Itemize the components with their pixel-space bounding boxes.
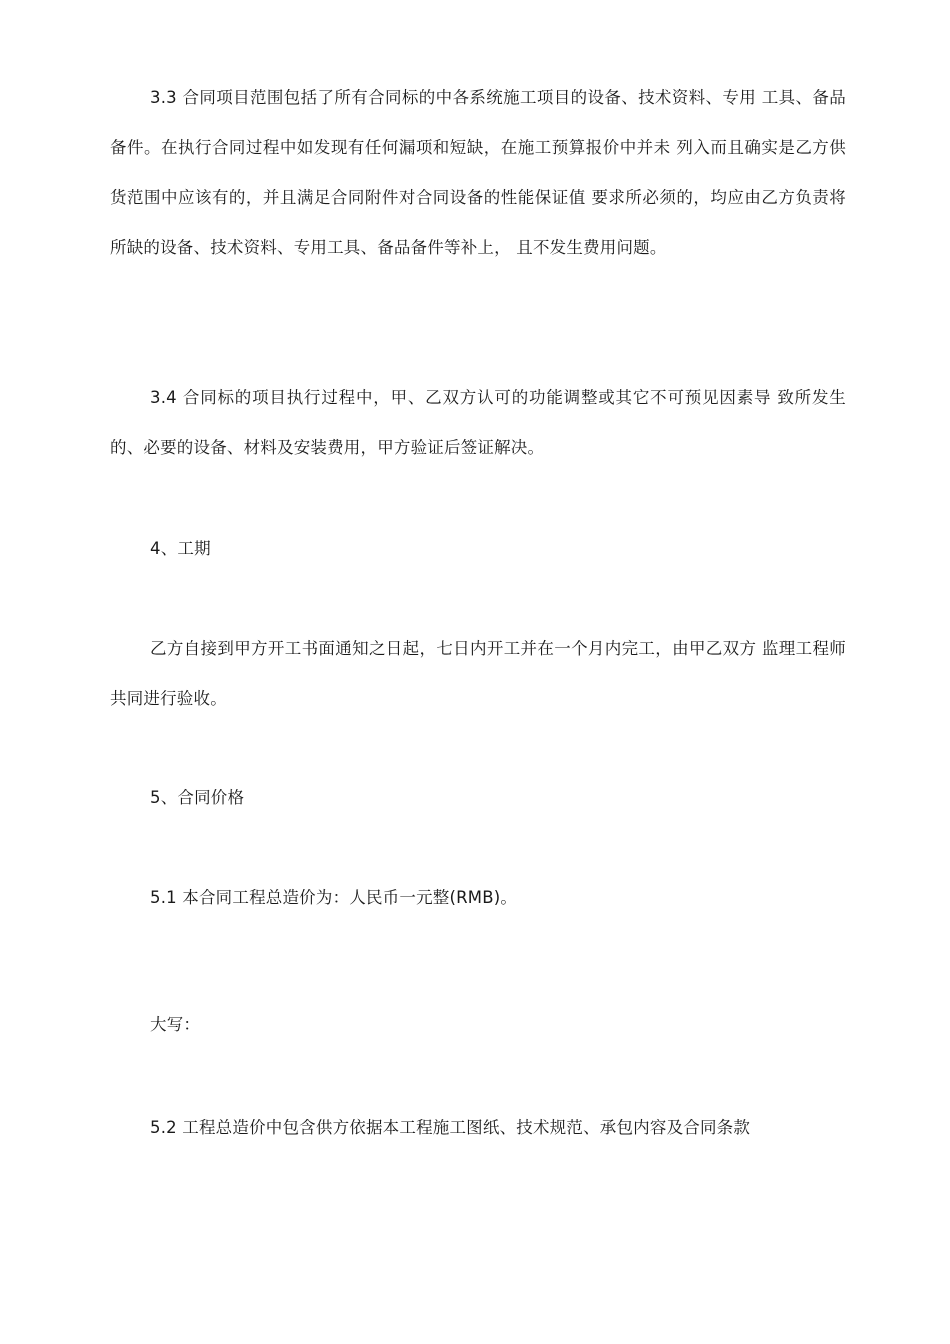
- clause-5-1-paragraph: 5.1 本合同工程总造价为：人民币一元整(RMB)。: [150, 888, 518, 907]
- daxie-label: 大写：: [150, 1015, 201, 1034]
- section-4-body-paragraph: 乙方自接到甲方开工书面通知之日起，七日内开工并在一个月内完工，由甲乙双方 监理工程师共同进行验收。: [110, 639, 846, 708]
- clause-5-2-paragraph: 5.2 工程总造价中包含供方依据本工程施工图纸、技术规范、承包内容及合同条款: [150, 1118, 751, 1137]
- clause-3-4-paragraph: 3.4 合同标的项目执行过程中，甲、乙双方认可的功能调整或其它不可预见因素导 致所发生的、必要的设备、材料及安装费用，甲方验证后签证解决。: [110, 388, 846, 457]
- section-5-heading: 5、合同价格: [150, 788, 245, 807]
- clause-3-3-paragraph: 3.3 合同项目范围包括了所有合同标的中各系统施工项目的设备、技术资料、专用 工具、备品备件。在执行合同过程中如发现有任何漏项和短缺，在施工预算报价中并未 列入而且确实是乙方供货范围中应该有的，并且满足合同附件对合同设备的性能保证值 要求所必须的，均应由乙方负责将所缺的设备、技术资料、专用工具、备品备件等补上， 且不发生费用问题。: [110, 88, 846, 257]
- section-4-heading: 4、工期: [150, 539, 211, 558]
